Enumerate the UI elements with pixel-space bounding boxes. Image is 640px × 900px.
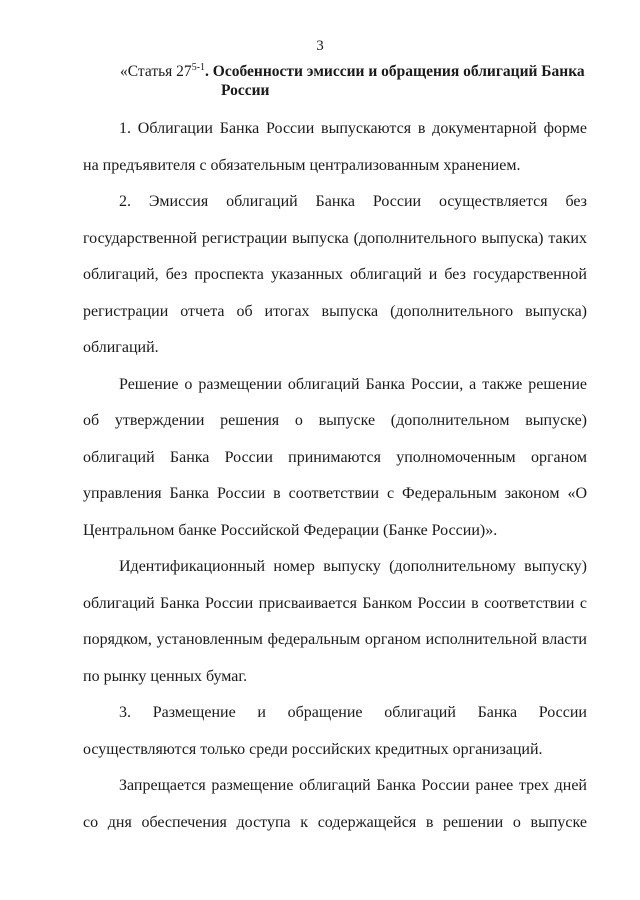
page-number: 3: [316, 38, 324, 54]
paragraph: Идентификационный номер выпуску (дополнительному выпуску) облигаций Банка России присваивается Банком России в соответствии с порядком, установленным федеральным органом исполнительной власти по рынку ценных бумаг.: [83, 558, 587, 685]
paragraph: 2. Эмиссия облигаций Банка России осуществляется без государственной регистрации выпуска (дополнительного выпуска) таких облигаций, без проспекта указанных облигаций и без государственной регистрации отчета об итогах выпуска (дополнительного выпуска) облигаций.: [83, 193, 587, 356]
paragraph: 3. Размещение и обращение облигаций Банка России осуществляются только среди российских кредитных организаций.: [83, 704, 587, 758]
article-superscript: 5-1: [191, 62, 206, 73]
article-title-line2: России: [221, 82, 270, 99]
paragraph: Решение о размещении облигаций Банка России, а также решение об утверждении решения о выпуске (дополнительном выпуске) облигаций Банка России принимаются уполномоченным органом управления Банка России в соответствии с Федеральным законом «О Центральном банке Российской Федерации (Банке России)».: [83, 375, 587, 539]
article-prefix: «Статья 27: [120, 63, 192, 80]
article-heading: [120, 62, 590, 100]
paragraph: 1. Облигации Банка России выпускаются в документарной форме на предъявителя с обязательным централизованным хранением.: [83, 120, 587, 174]
paragraph: Запрещается размещение облигаций Банка России ранее трех дней со дня обеспечения доступа к содержащейся в решении о выпуске: [83, 777, 587, 831]
article-title: . Особенности эмиссии и обращения облигаций Банка: [205, 63, 585, 80]
article-body: [83, 111, 587, 841]
